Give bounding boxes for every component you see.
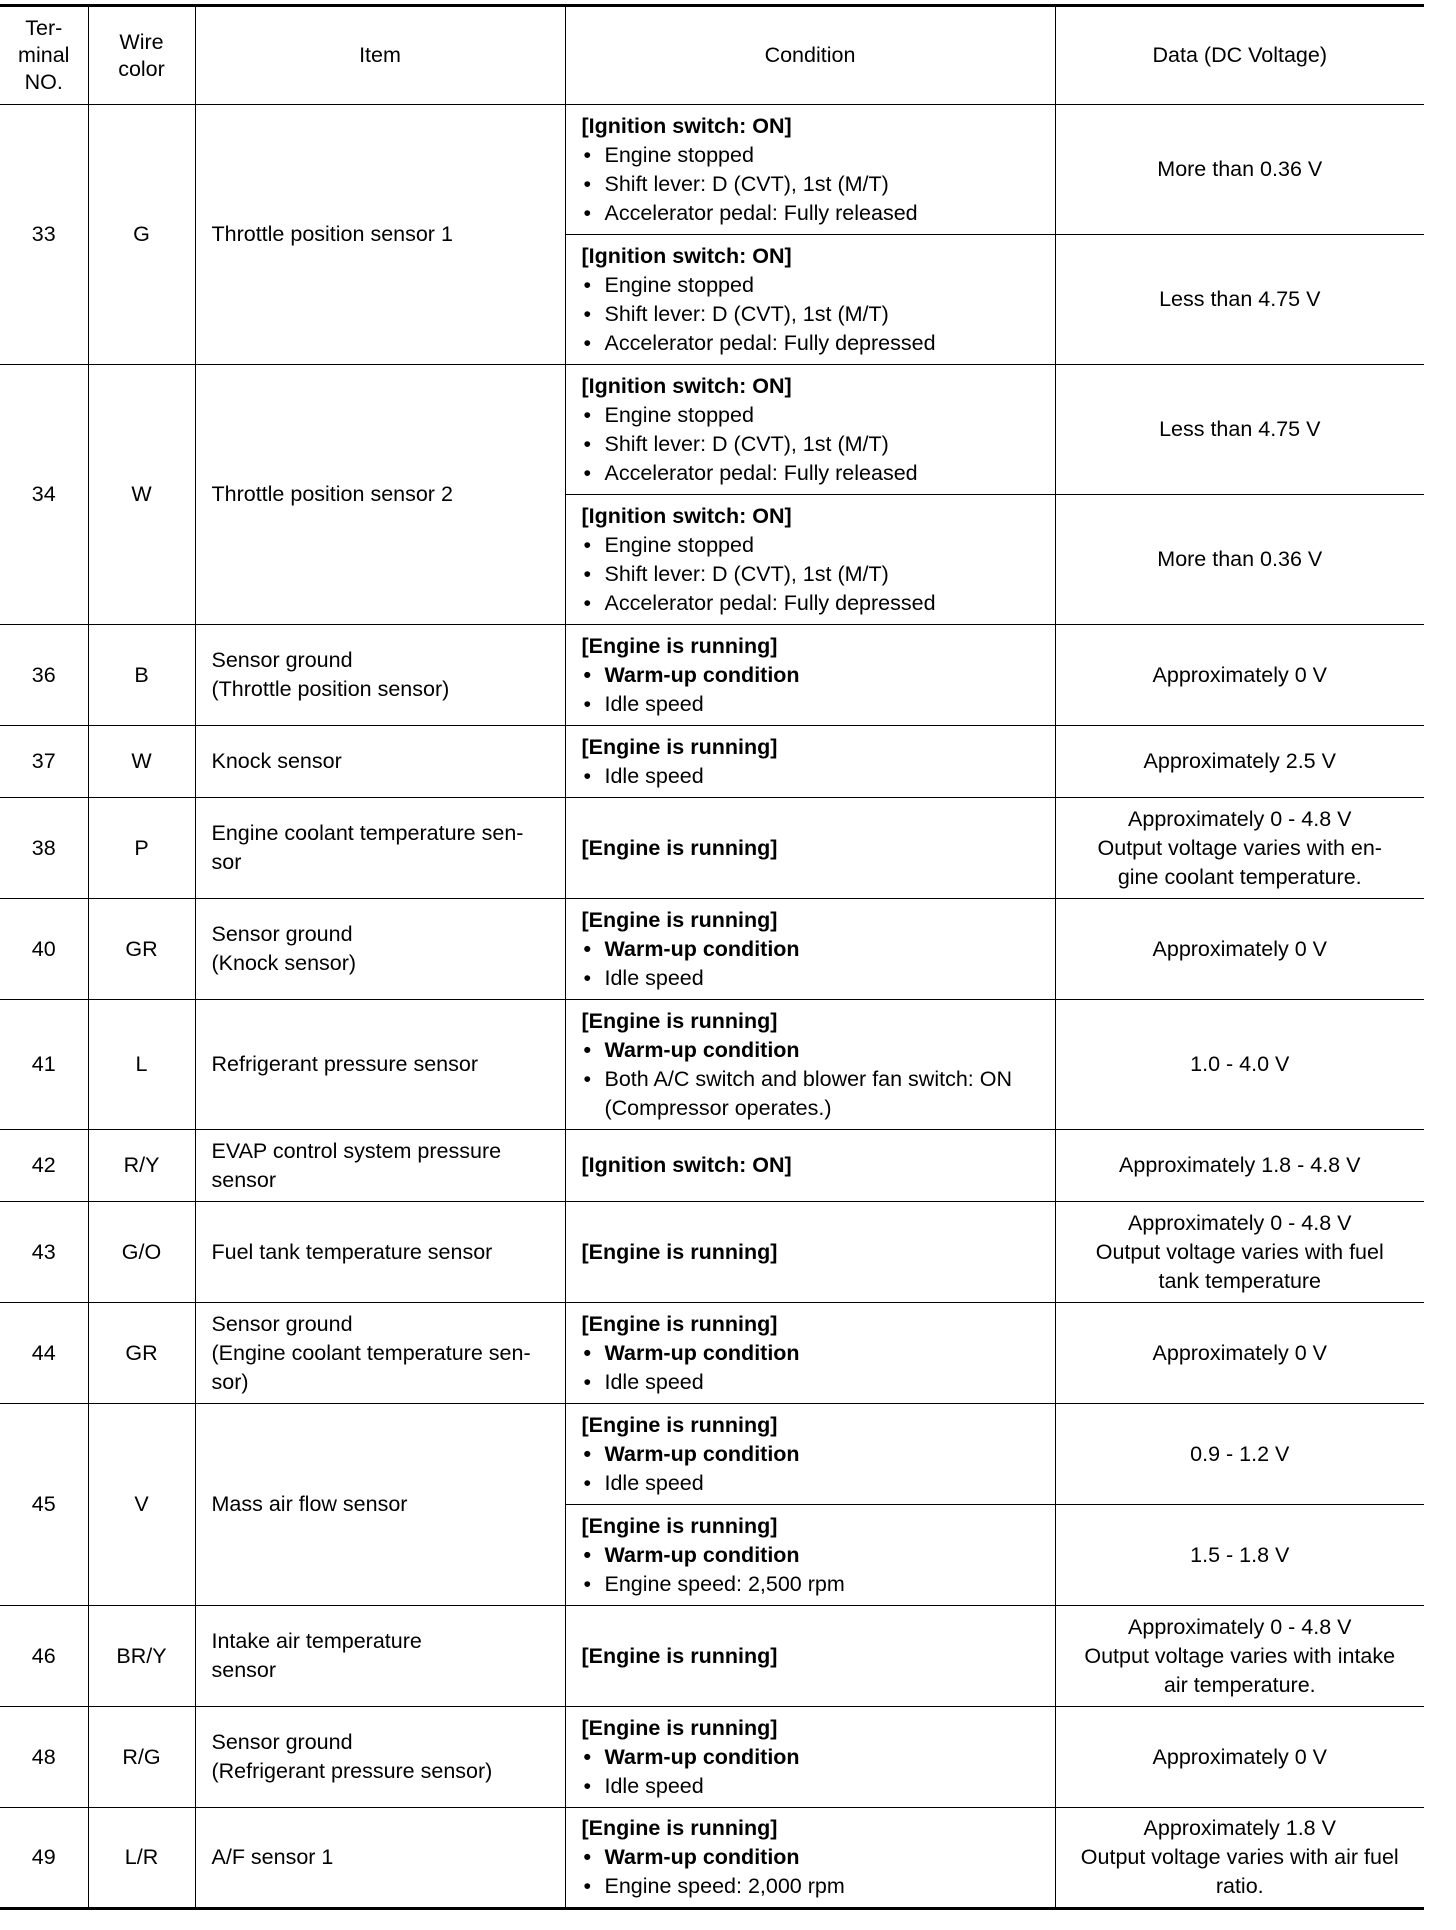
- condition-heading: [Ignition switch: ON]: [581, 113, 792, 138]
- condition-bullet: • Idle speed: [582, 964, 1047, 993]
- condition-bullet: • Shift lever: D (CVT), 1st (M/T): [582, 170, 1047, 199]
- condition-heading: [Engine is running]: [581, 1239, 778, 1264]
- condition-heading: [Engine is running]: [581, 1311, 778, 1336]
- item-line: EVAP control system pressure: [211, 1138, 502, 1163]
- data-voltage-cell: [1055, 1303, 1424, 1404]
- condition-cell: [565, 365, 1055, 495]
- data-line: Approximately 0 V: [1152, 1340, 1327, 1365]
- terminal-no-cell: 48: [0, 1707, 88, 1808]
- condition-cell: [565, 1505, 1055, 1606]
- condition-cell: [565, 1202, 1055, 1303]
- condition-heading: [Ignition switch: ON]: [581, 1153, 792, 1177]
- condition-bullet: • Engine speed: 2,000 rpm: [582, 1872, 1047, 1901]
- item-cell: [195, 365, 565, 625]
- data-line: Output voltage varies with intake: [1084, 1643, 1396, 1668]
- condition-cell: [565, 1606, 1055, 1707]
- item-cell: [195, 1606, 565, 1707]
- data-voltage-cell: [1055, 105, 1424, 235]
- item-line: Knock sensor: [211, 749, 342, 773]
- header-wire-line: color: [118, 56, 165, 81]
- ecm-terminal-table: [0, 4, 1424, 1910]
- data-line: gine coolant temperature.: [1117, 864, 1362, 889]
- condition-heading: [Engine is running]: [581, 1008, 778, 1033]
- condition-cell: [565, 899, 1055, 1000]
- table-row: [0, 1808, 1424, 1909]
- header-terminal-line: Ter-: [25, 16, 63, 40]
- data-voltage-cell: [1055, 365, 1424, 495]
- table-row: [0, 899, 1424, 1000]
- item-cell: [195, 1808, 565, 1909]
- header-item: Item: [195, 6, 565, 105]
- data-line: Output voltage varies with en-: [1097, 835, 1382, 860]
- data-line: Approximately 1.8 - 4.8 V: [1119, 1153, 1361, 1177]
- wire-color-cell: L: [88, 1000, 195, 1130]
- condition-heading: [Engine is running]: [581, 1816, 778, 1840]
- wire-color-cell: BR/Y: [88, 1606, 195, 1707]
- condition-heading: [Engine is running]: [581, 734, 778, 759]
- data-voltage-cell: [1055, 235, 1424, 365]
- item-line: A/F sensor 1: [211, 1845, 334, 1869]
- condition-bullet: • Engine stopped: [582, 401, 1047, 430]
- condition-note: (Compressor operates.): [604, 1095, 832, 1120]
- table-row: [0, 1404, 1424, 1505]
- wire-color-cell: W: [88, 726, 195, 798]
- data-line: Approximately 0 - 4.8 V: [1128, 806, 1352, 831]
- condition-bullet: • Warm-up condition: [582, 1339, 1047, 1368]
- condition-bullet: • Engine stopped: [582, 271, 1047, 300]
- terminal-no-cell: 36: [0, 625, 88, 726]
- condition-cell: [565, 1707, 1055, 1808]
- data-line: More than 0.36 V: [1157, 157, 1323, 181]
- item-line: Throttle position sensor 2: [211, 482, 453, 506]
- item-line: sensor: [211, 1167, 277, 1192]
- condition-cell: [565, 1000, 1055, 1130]
- data-voltage-cell: [1055, 625, 1424, 726]
- terminal-no-cell: 40: [0, 899, 88, 1000]
- condition-bullet: • Engine stopped: [582, 531, 1047, 560]
- data-voltage-cell: [1055, 1808, 1424, 1909]
- condition-heading: [Engine is running]: [581, 907, 778, 932]
- wire-color-cell: P: [88, 798, 195, 899]
- item-line: Sensor ground: [211, 1730, 353, 1754]
- table-row: [0, 798, 1424, 899]
- header-condition: Condition: [565, 6, 1055, 105]
- header-data-dc-voltage: Data (DC Voltage): [1055, 6, 1424, 105]
- data-line: 1.5 - 1.8 V: [1190, 1542, 1290, 1567]
- wire-color-cell: B: [88, 625, 195, 726]
- terminal-no-cell: 44: [0, 1303, 88, 1404]
- condition-bullet: • Engine stopped: [582, 141, 1047, 170]
- item-line: Sensor ground: [211, 922, 353, 946]
- data-line: Approximately 0 V: [1152, 936, 1327, 961]
- item-line: Fuel tank temperature sensor: [211, 1239, 493, 1264]
- table-row: [0, 1130, 1424, 1202]
- item-cell: [195, 798, 565, 899]
- item-line: Intake air temperature: [211, 1629, 422, 1653]
- item-cell: [195, 1303, 565, 1404]
- condition-bullet: • Warm-up condition: [582, 1541, 1047, 1570]
- data-line: Approximately 0 - 4.8 V: [1128, 1614, 1352, 1639]
- condition-bullet: • Idle speed: [582, 690, 1047, 719]
- terminal-no-cell: 41: [0, 1000, 88, 1130]
- condition-bullet: • Shift lever: D (CVT), 1st (M/T): [582, 430, 1047, 459]
- condition-cell: [565, 1303, 1055, 1404]
- data-voltage-cell: [1055, 1707, 1424, 1808]
- data-line: 1.0 - 4.0 V: [1190, 1052, 1290, 1076]
- item-cell: [195, 899, 565, 1000]
- item-line: Sensor ground: [211, 1311, 353, 1336]
- condition-bullet: • Warm-up condition: [582, 661, 1047, 690]
- data-voltage-cell: [1055, 798, 1424, 899]
- table-row: [0, 1202, 1424, 1303]
- data-voltage-cell: [1055, 1404, 1424, 1505]
- item-cell: [195, 1404, 565, 1606]
- condition-bullet: • Accelerator pedal: Fully depressed: [582, 589, 1047, 618]
- table-header-row: [0, 6, 1424, 105]
- item-line: sor): [211, 1369, 249, 1394]
- item-line: sor: [211, 850, 242, 874]
- terminal-no-cell: 45: [0, 1404, 88, 1606]
- table-row: [0, 726, 1424, 798]
- data-line: Less than 4.75 V: [1159, 417, 1321, 441]
- item-cell: [195, 1707, 565, 1808]
- item-line: sensor: [211, 1658, 277, 1682]
- table-row: [0, 1707, 1424, 1808]
- data-voltage-cell: [1055, 1606, 1424, 1707]
- condition-cell: [565, 235, 1055, 365]
- item-cell: [195, 726, 565, 798]
- data-line: tank temperature: [1158, 1268, 1322, 1293]
- condition-heading: [Engine is running]: [581, 1513, 778, 1538]
- condition-bullet: • Idle speed: [582, 1469, 1047, 1498]
- condition-bullet: • Accelerator pedal: Fully released: [582, 459, 1047, 488]
- condition-cell: [565, 798, 1055, 899]
- terminal-no-cell: 49: [0, 1808, 88, 1909]
- table-row: [0, 365, 1424, 495]
- wire-color-cell: L/R: [88, 1808, 195, 1909]
- condition-cell: [565, 625, 1055, 726]
- data-line: Approximately 0 - 4.8 V: [1128, 1210, 1352, 1235]
- condition-bullet: • Accelerator pedal: Fully released: [582, 199, 1047, 228]
- item-cell: [195, 1202, 565, 1303]
- terminal-no-cell: 33: [0, 105, 88, 365]
- item-line: Engine coolant temperature sen-: [211, 821, 524, 845]
- item-line: Sensor ground: [211, 648, 353, 672]
- data-voltage-cell: [1055, 1000, 1424, 1130]
- condition-bullet: • Accelerator pedal: Fully depressed: [582, 329, 1047, 358]
- item-line: (Refrigerant pressure sensor): [211, 1759, 493, 1783]
- item-cell: [195, 1130, 565, 1202]
- condition-cell: [565, 1808, 1055, 1909]
- item-line: (Engine coolant temperature sen-: [211, 1340, 531, 1365]
- terminal-no-cell: 37: [0, 726, 88, 798]
- condition-bullet: • Idle speed: [582, 1772, 1047, 1801]
- table-row: [0, 105, 1424, 235]
- header-terminal-no: [0, 6, 88, 105]
- condition-cell: [565, 495, 1055, 625]
- data-line: More than 0.36 V: [1157, 547, 1323, 571]
- condition-heading: [Engine is running]: [581, 1643, 778, 1668]
- item-cell: [195, 625, 565, 726]
- condition-bullet: • Warm-up condition: [582, 1843, 1047, 1872]
- table-row: [0, 1303, 1424, 1404]
- wire-color-cell: GR: [88, 899, 195, 1000]
- data-voltage-cell: [1055, 1505, 1424, 1606]
- terminal-no-cell: 34: [0, 365, 88, 625]
- wire-color-cell: G/O: [88, 1202, 195, 1303]
- condition-bullet: • Engine speed: 2,500 rpm: [582, 1570, 1047, 1599]
- wire-color-cell: G: [88, 105, 195, 365]
- item-line: (Throttle position sensor): [211, 677, 450, 701]
- terminal-no-cell: 46: [0, 1606, 88, 1707]
- data-voltage-cell: [1055, 1130, 1424, 1202]
- condition-cell: [565, 1404, 1055, 1505]
- condition-heading: [Ignition switch: ON]: [581, 373, 792, 398]
- wire-color-cell: R/Y: [88, 1130, 195, 1202]
- condition-heading: [Engine is running]: [581, 1412, 778, 1437]
- item-line: Throttle position sensor 1: [211, 222, 453, 246]
- wire-color-cell: W: [88, 365, 195, 625]
- table-body: [0, 105, 1424, 1909]
- terminal-no-cell: 42: [0, 1130, 88, 1202]
- data-line: 0.9 - 1.2 V: [1190, 1441, 1290, 1466]
- terminal-data-sheet: [0, 4, 1424, 1910]
- wire-color-cell: GR: [88, 1303, 195, 1404]
- condition-bullet: • Warm-up condition: [582, 1743, 1047, 1772]
- item-line: Refrigerant pressure sensor: [211, 1052, 478, 1076]
- data-voltage-cell: [1055, 899, 1424, 1000]
- condition-heading: [Engine is running]: [581, 633, 778, 658]
- header-terminal-line: NO.: [24, 70, 63, 94]
- data-line: Approximately 0 V: [1152, 662, 1327, 687]
- condition-bullet: • Both A/C switch and blower fan switch: ON: [582, 1065, 1047, 1094]
- condition-bullet: • Idle speed: [582, 762, 1047, 791]
- condition-heading: [Engine is running]: [581, 835, 778, 860]
- terminal-no-cell: 43: [0, 1202, 88, 1303]
- header-terminal-line: minal: [18, 43, 70, 67]
- condition-cell: [565, 726, 1055, 798]
- condition-cell: [565, 105, 1055, 235]
- data-line: air temperature.: [1163, 1672, 1316, 1697]
- item-cell: [195, 1000, 565, 1130]
- condition-cell: [565, 1130, 1055, 1202]
- data-line: ratio.: [1215, 1874, 1264, 1898]
- data-line: Approximately 2.5 V: [1143, 749, 1336, 773]
- wire-color-cell: R/G: [88, 1707, 195, 1808]
- condition-heading: [Engine is running]: [581, 1715, 778, 1740]
- data-voltage-cell: [1055, 726, 1424, 798]
- table-row: [0, 1606, 1424, 1707]
- wire-color-cell: V: [88, 1404, 195, 1606]
- item-line: Mass air flow sensor: [211, 1492, 408, 1516]
- table-row: [0, 1000, 1424, 1130]
- condition-heading: [Ignition switch: ON]: [581, 503, 792, 528]
- condition-bullet: • Warm-up condition: [582, 935, 1047, 964]
- item-line: (Knock sensor): [211, 951, 357, 975]
- terminal-no-cell: 38: [0, 798, 88, 899]
- condition-bullet: • Idle speed: [582, 1368, 1047, 1397]
- table-row: [0, 625, 1424, 726]
- condition-bullet: • Shift lever: D (CVT), 1st (M/T): [582, 560, 1047, 589]
- data-voltage-cell: [1055, 1202, 1424, 1303]
- data-line: Output voltage varies with air fuel: [1080, 1845, 1399, 1869]
- data-line: Less than 4.75 V: [1159, 287, 1321, 311]
- header-wire-color: [88, 6, 195, 105]
- header-wire-line: Wire: [119, 29, 164, 54]
- data-line: Output voltage varies with fuel: [1095, 1239, 1384, 1264]
- data-voltage-cell: [1055, 495, 1424, 625]
- condition-bullet: • Warm-up condition: [582, 1440, 1047, 1469]
- condition-bullet: • Warm-up condition: [582, 1036, 1047, 1065]
- data-line: Approximately 1.8 V: [1143, 1816, 1336, 1840]
- data-line: Approximately 0 V: [1152, 1744, 1327, 1769]
- item-cell: [195, 105, 565, 365]
- condition-bullet: • Shift lever: D (CVT), 1st (M/T): [582, 300, 1047, 329]
- condition-heading: [Ignition switch: ON]: [581, 243, 792, 268]
